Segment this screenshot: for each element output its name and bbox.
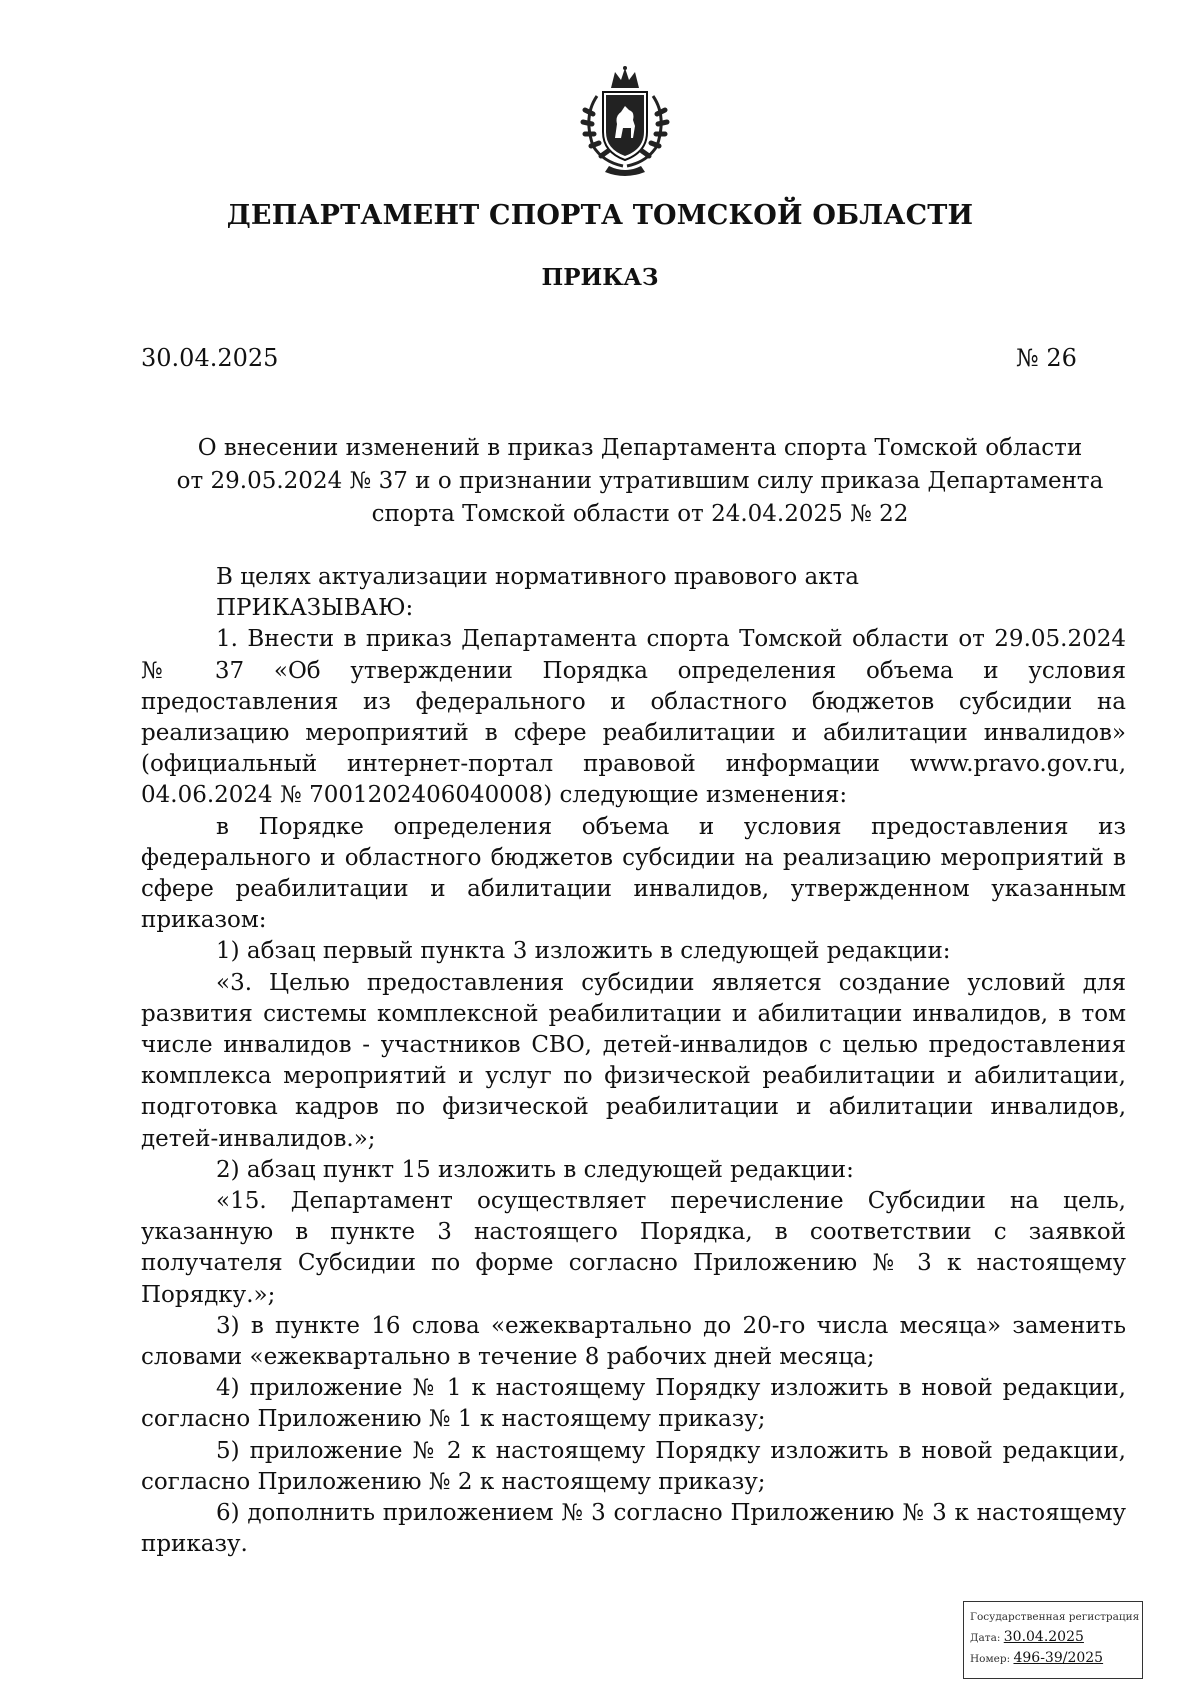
stamp-number-row xyxy=(970,1648,1136,1669)
body-paragraph: 2) абзац пункт 15 изложить в следующей редакции: xyxy=(216,1156,854,1183)
body-paragraph: 1) абзац первый пункта 3 изложить в следующей редакции: xyxy=(216,938,951,965)
body-paragraph: В целях актуализации нормативного правового акта xyxy=(216,564,860,590)
order-date: 30.04.2025 xyxy=(141,344,279,372)
stamp-date-value: 30.04.2025 xyxy=(1003,1629,1084,1645)
stamp-number-value: 496-39/2025 xyxy=(1013,1650,1104,1666)
body-paragraph: «3. Целью предоставления субсидии является создание условий для развития системы комплексной реабилитации и абилитации инвалидов, в том числе инвалидов - участников СВО, детей-инвалидов с целью предоставления комплекса мероприятий и услуг по физической реабилитации и абилитации, подготовка кадров по физической реабилитации и абилитации инвалидов, детей-инвалидов.»; xyxy=(141,969,1126,1152)
order-body xyxy=(141,562,1126,1561)
tomsk-coat-of-arms-icon xyxy=(565,66,685,176)
stamp-date-row xyxy=(970,1627,1136,1648)
body-paragraph: 3) в пункте 16 слова «ежеквартально до 20-го числа месяца» заменить словами «ежеквартально в течение 8 рабочих дней месяца; xyxy=(141,1312,1126,1371)
department-title: ДЕПАРТАМЕНТ СПОРТА ТОМСКОЙ ОБЛАСТИ xyxy=(226,200,974,231)
body-paragraph: в Порядке определения объема и условия предоставления из федерального и областного бюджетов субсидии на реализацию мероприятий в сфере реабилитации и абилитации инвалидов, утвержденном указанным приказом: xyxy=(141,813,1126,934)
registration-stamp xyxy=(963,1601,1143,1679)
subject-line: спорта Томской области от 24.04.2025 № 22 xyxy=(371,501,909,527)
body-paragraph: 1. Внести в приказ Департамента спорта Томской области от 29.05.2024 № 37 «Об утверждении Порядка определения объема и условия предоставления из федерального и областного бюджетов субсидии на реализацию мероприятий в сфере реабилитации и абилитации инвалидов» (официальный интернет-портал правовой информации www.pravo.gov.ru, 04.06.2024 № 7001202406040008) следующие изменения: xyxy=(141,626,1126,809)
stamp-date-label: Дата: xyxy=(970,1632,1001,1644)
order-directive: ПРИКАЗЫВАЮ: xyxy=(216,595,414,622)
subject-line: О внесении изменений в приказ Департамента спорта Томской области xyxy=(197,435,1083,461)
body-paragraph: «15. Департамент осуществляет перечисление Субсидии на цель, указанную в пункте 3 настоящего Порядка, в соответствии с заявкой получателя Субсидии по форме согласно Приложению № 3 к настоящему Порядку.»; xyxy=(141,1188,1126,1308)
body-paragraph: 5) приложение № 2 к настоящему Порядку изложить в новой редакции, согласно Приложению № 2 к настоящему приказу; xyxy=(141,1437,1126,1495)
order-subject xyxy=(160,432,1120,531)
document-type: ПРИКАЗ xyxy=(541,264,659,291)
order-number: № 26 xyxy=(1016,344,1077,372)
body-paragraph: 6) дополнить приложением № 3 согласно Приложению № 3 к настоящему приказу. xyxy=(141,1500,1126,1558)
stamp-number-label: Номер: xyxy=(970,1653,1011,1665)
body-paragraph: 4) приложение № 1 к настоящему Порядку изложить в новой редакции, согласно Приложению № 1 к настоящему приказу; xyxy=(141,1375,1126,1433)
stamp-title: Государственная регистрация xyxy=(970,1611,1140,1623)
subject-line: от 29.05.2024 № 37 и о признании утратившим силу приказа Департамента xyxy=(176,468,1104,494)
